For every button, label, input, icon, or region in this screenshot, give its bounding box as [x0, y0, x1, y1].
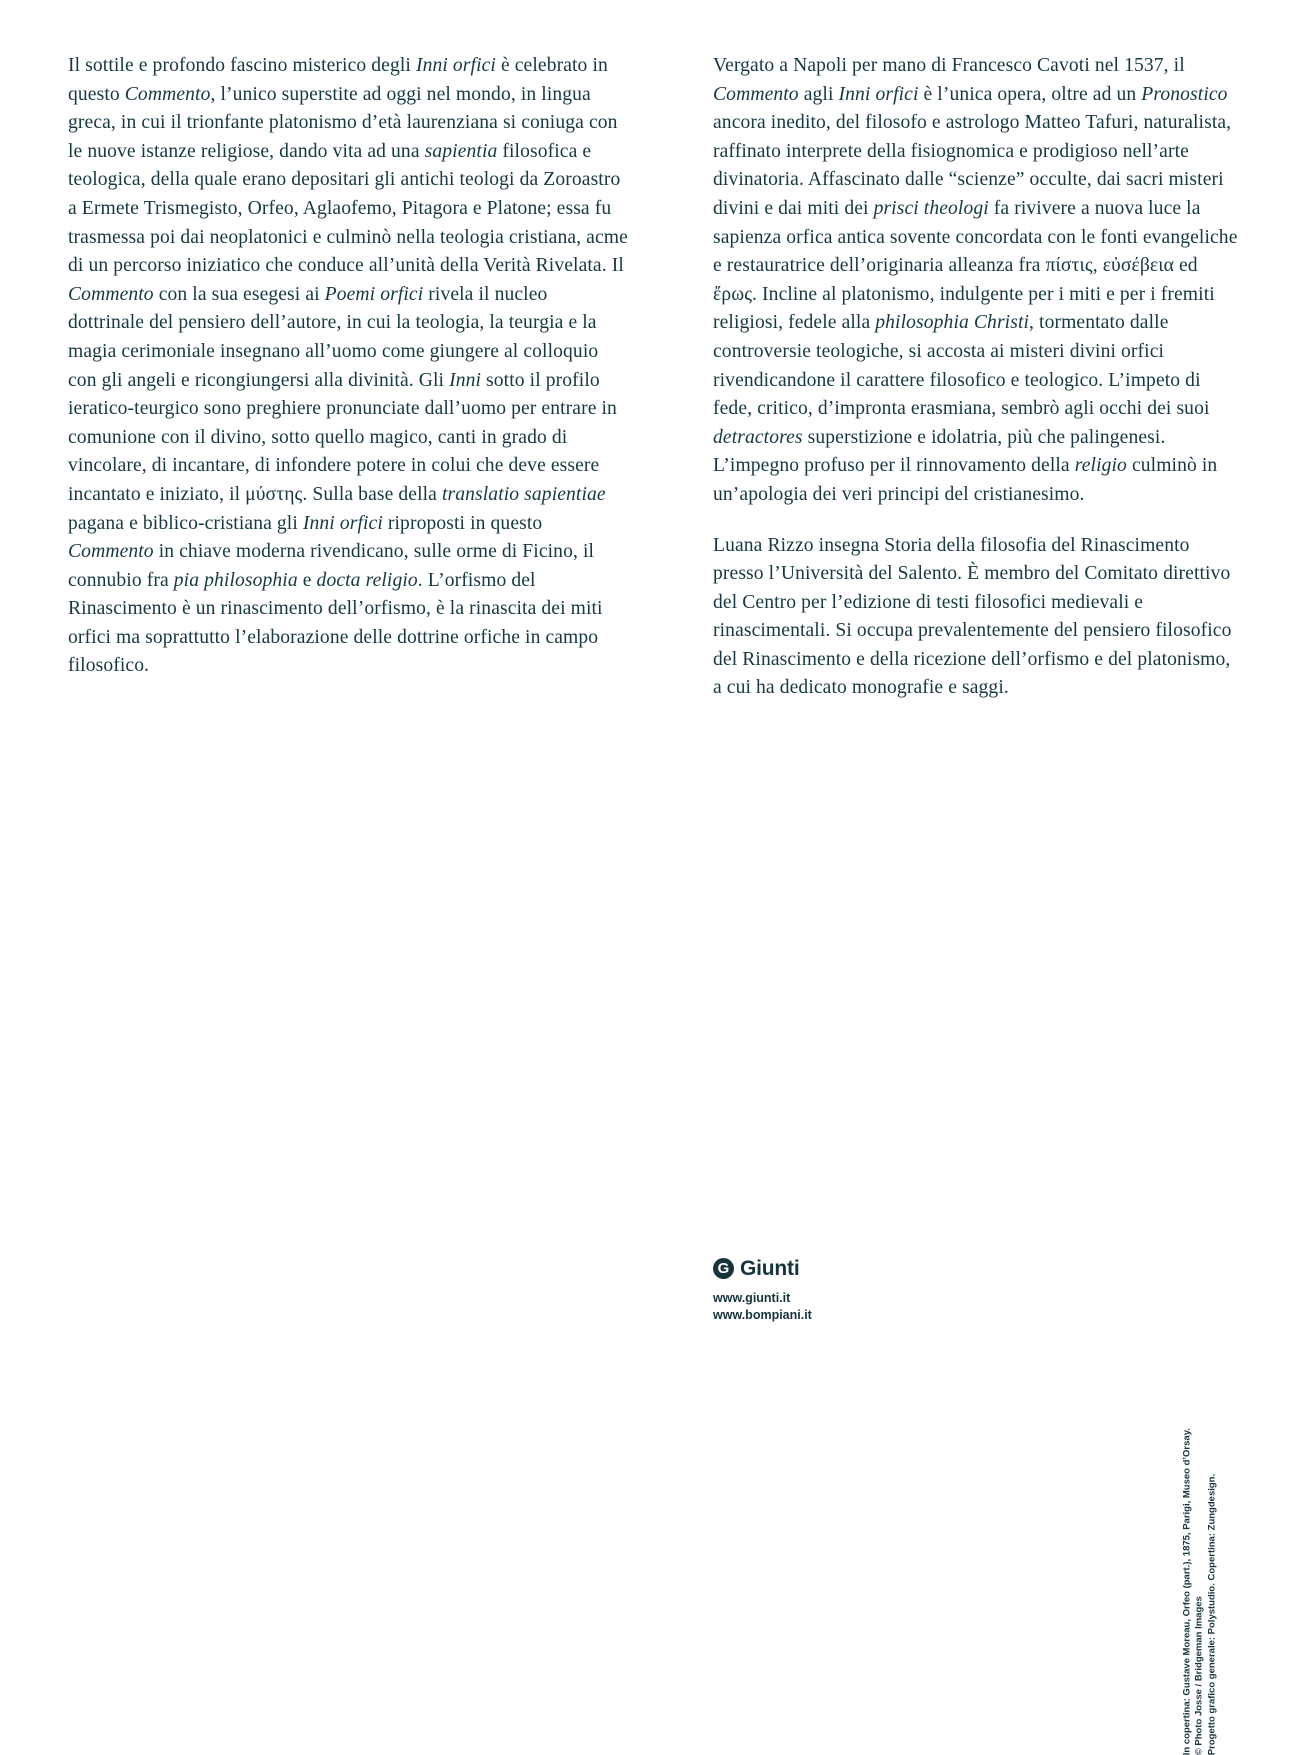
author-bio-paragraph: Luana Rizzo insegna Storia della filosofia del Rinascimento presso l’Università del Salento. È membro del Comitato direttivo del Centro per l’edizione di testi filosofici medievali e rinascimentali. Si occupa prevalentemente del pensiero filosofico del Rinascimento e della ricezione dell’orfismo e del platonismo, a cui ha dedicato monografie e saggi. [713, 534, 1232, 699]
blurb-left-column [68, 52, 628, 681]
cover-credits [1182, 1335, 1219, 1755]
giunti-website-link[interactable]: www.giunti.it [713, 1291, 791, 1305]
blurb-left-paragraph: Il sottile e profondo fascino misterico degli Inni orfici è celebrato in questo Commento, l’unico superstite ad oggi nel mondo, in lingua greca, in cui il trionfante platonismo d’età laurenziana si coniuga con le nuove istanze religiose, dando vita ad una sapientia filosofica e teologica, della quale erano depositari gli antichi teologi da Zoroastro a Ermete Trismegisto, Orfeo, Aglaofemo, Pitagora e Platone; essa fu trasmessa poi dai neoplatonici e culminò nella teologia cristiana, acme di un percorso iniziatico che conduce all’unità della Verità Rivelata. Il Commento con la sua esegesi ai Poemi orfici rivela il nucleo dottrinale del pensiero dell’autore, in cui la teologia, la teurgia e la magia cerimoniale insegnano all’uomo come giungere al colloquio con gli angeli e ricongiungersi alla divinità. Gli Inni sotto il profilo ieratico-teurgico sono preghiere pronunciate dall’uomo per entrare in comunione con il divino, sotto quello magico, canti in grado di vincolare, di incantare, di infondere potere in colui che deve essere incantato e iniziato, il μύστης. Sulla base della translatio sapientiae pagana e biblico-cristiana gli Inni orfici riproposti in questo Commento in chiave moderna rivendicano, sulle orme di Ficino, il connubio fra pia philosophia e docta religio. L’orfismo del Rinascimento è un rinascimento dell’orfismo, è la rinascita dei miti orfici ma soprattutto l’elaborazione delle dottrine orfiche in campo filosofico. [68, 55, 628, 677]
credits-line-1: In copertina: Gustave Moreau, Orfeo (part.), 1875, Parigi, Museo d’Orsay. [1181, 1427, 1193, 1755]
publisher-logo [713, 1258, 1013, 1279]
blurb-right-column [713, 52, 1243, 703]
blurb-right-paragraph: Vergato a Napoli per mano di Francesco Cavoti nel 1537, il Commento agli Inni orfici è l’unica opera, oltre ad un Pronostico ancora inedito, del filosofo e astrologo Matteo Tafuri, naturalista, raffinato interprete della fisiognomica e prodigioso nell’arte divinatoria. Affascinato dalle “scienze” occulte, dai sacri misteri divini e dai miti dei prisci theologi fa rivivere a nuova luce la sapienza orfica antica sovente concordata con le fonti evangeliche e restauratrice dell’originaria alleanza fra πίστις, εὐσέβεια ed ἔρως. Incline al platonismo, indulgente per i miti e per i fremiti religiosi, fedele alla philosophia Christi, tormentato dalle controversie teologiche, si accosta ai misteri divini orfici rivendicandone il carattere filosofico e teologico. L’impeto di fede, critico, d’impronta erasmiana, sembrò agli occhi dei suoi detractores superstizione e idolatria, più che palingenesi. L’impegno profuso per il rinnovamento della religio culminò in un’apologia dei veri principi del cristianesimo. [713, 55, 1238, 505]
bompiani-website-link[interactable]: www.bompiani.it [713, 1307, 812, 1322]
credits-line-2: © Photo Josse / Bridgeman Images [1193, 1595, 1205, 1755]
publisher-websites [713, 1290, 1013, 1323]
publisher-block [713, 1258, 1013, 1323]
giunti-logo-icon: G [713, 1258, 734, 1279]
publisher-name: Giunti [740, 1257, 800, 1280]
credits-line-3: Progetto grafico generale: Polystudio. Copertina: Zungdesign. [1206, 1473, 1218, 1755]
